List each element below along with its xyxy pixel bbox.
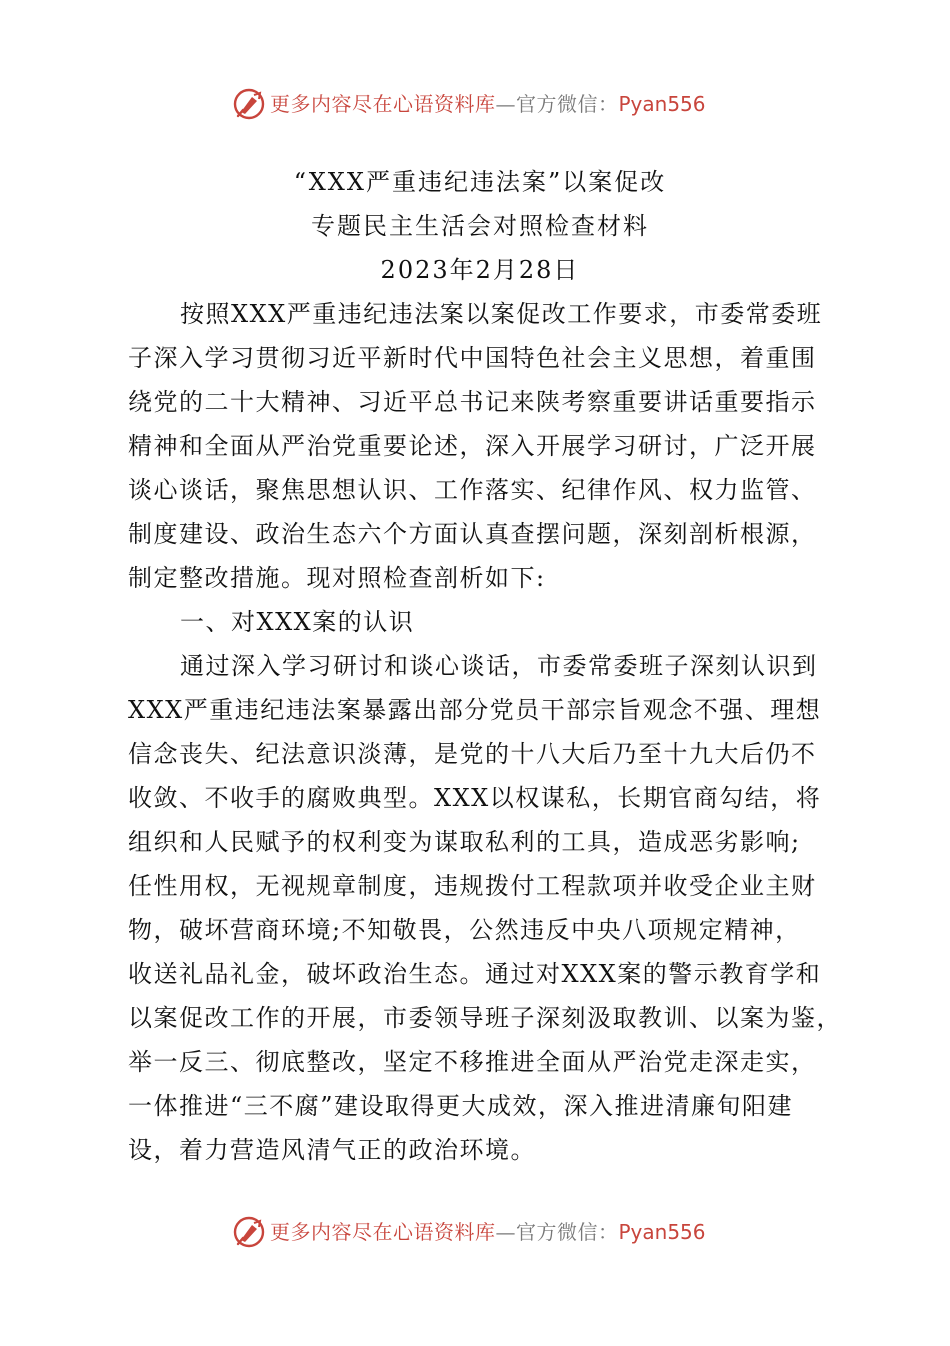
intro-paragraph xyxy=(128,292,832,600)
watermark-dash: — xyxy=(495,92,516,116)
pen-nib-icon xyxy=(232,87,266,121)
intro-line: 精神和全面从严治党重要论述，深入开展学习研讨，广泛开展 xyxy=(128,432,817,460)
document-date: 2023年2月28日 xyxy=(380,256,580,284)
intro-line: 绕党的二十大精神、习近平总书记来陕考察重要讲话重要指示 xyxy=(128,388,817,416)
watermark-brand-text: 更多内容尽在心语资料库 xyxy=(270,92,496,116)
intro-line: 按照XXX严重违纪违法案以案促改工作要求，市委常委班 xyxy=(180,300,823,328)
watermark-footer xyxy=(232,1212,732,1252)
watermark-dash: — xyxy=(495,1220,516,1244)
section1-line: XXX严重违纪违法案暴露出部分党员干部宗旨观念不强、理想 xyxy=(128,696,822,724)
intro-line: 子深入学习贯彻习近平新时代中国特色社会主义思想，着重围 xyxy=(128,344,817,372)
watermark-header xyxy=(232,84,732,124)
section1-paragraph xyxy=(128,644,842,1172)
section1-line: 收敛、不收手的腐败典型。XXX以权谋私，长期官商勾结，将 xyxy=(128,784,822,812)
pen-nib-icon xyxy=(232,1215,266,1249)
section1-line: 设，着力营造风清气正的政治环境。 xyxy=(128,1136,536,1164)
watermark-wechat-id: Pyan556 xyxy=(618,1220,706,1244)
section1-line: 一体推进“三不腐”建设取得更大成效，深入推进清廉旬阳建 xyxy=(128,1092,794,1120)
intro-line: 谈心谈话，聚焦思想认识、工作落实、纪律作风、权力监管、 xyxy=(128,476,817,504)
intro-line: 制度建设、政治生态六个方面认真查摆问题，深刻剖析根源， xyxy=(128,520,817,548)
watermark-wechat-id: Pyan556 xyxy=(618,92,706,116)
section1-line: 任性用权，无视规章制度，违规拨付工程款项并收受企业主财 xyxy=(128,872,817,900)
section1-line: 信念丧失、纪法意识淡薄，是党的十八大后乃至十九大后仍不 xyxy=(128,740,817,768)
document-title-line-2: 专题民主生活会对照检查材料 xyxy=(311,212,649,240)
watermark-wechat-label: 官方微信： xyxy=(516,1220,619,1244)
section1-line: 以案促改工作的开展，市委领导班子深刻汲取教训、以案为鉴， xyxy=(128,1004,842,1032)
section1-line: 组织和人民赋予的权利变为谋取私利的工具，造成恶劣影响; xyxy=(128,828,801,856)
watermark-brand-text: 更多内容尽在心语资料库 xyxy=(270,1220,496,1244)
watermark-wechat-label: 官方微信： xyxy=(516,92,619,116)
section1-line: 收送礼品礼金，破坏政治生态。通过对XXX案的警示教育学和 xyxy=(128,960,822,988)
intro-line: 制定整改措施。现对照检查剖析如下: xyxy=(128,564,546,592)
document-body xyxy=(128,160,842,1172)
section1-line: 物，破坏营商环境;不知敬畏，公然违反中央八项规定精神， xyxy=(128,916,801,944)
document-title-line-1: “XXX严重违纪违法案”以案促改 xyxy=(293,168,667,196)
section-heading-1: 一、对XXX案的认识 xyxy=(180,608,415,636)
section1-line: 举一反三、彻底整改，坚定不移推进全面从严治党走深走实， xyxy=(128,1048,817,1076)
section1-line: 通过深入学习研讨和谈心谈话，市委常委班子深刻认识到 xyxy=(180,652,818,680)
